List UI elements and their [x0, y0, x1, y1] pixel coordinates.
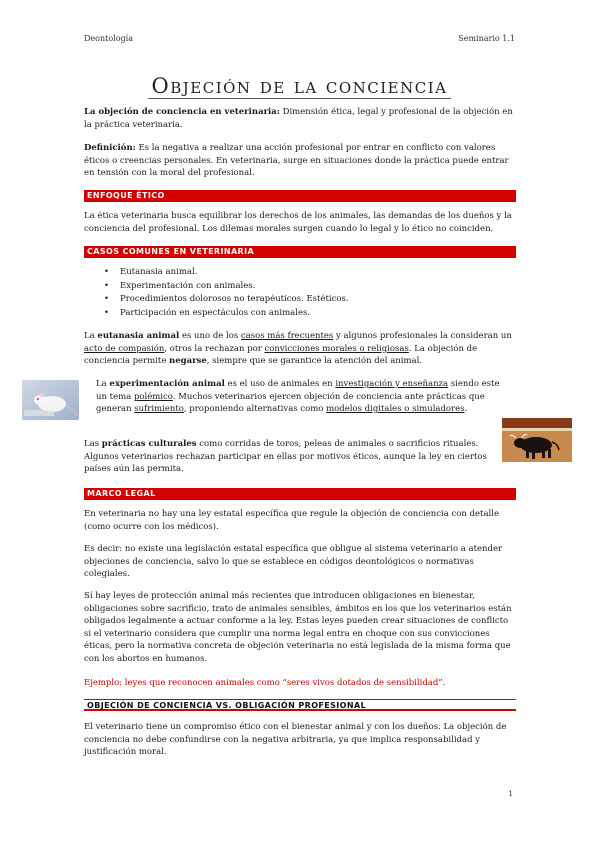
lab-rat-picture	[22, 380, 79, 420]
header-course: Deontología	[84, 34, 133, 43]
section-objecion-vs-obligacion: OBJECIÓN DE CONCIENCIA VS. OBLIGACIÓN PROFESIONAL	[84, 699, 516, 711]
page-number: 1	[508, 790, 513, 798]
eutanasia-paragraph: La eutanasia animal es uno de los casos más frecuentes y algunos profesionales la consideran un acto de compasión, otros la rechazan por convicciones morales o religiosas. La objeción de conciencia permite negarse, siempre que se garantice la atención del animal.	[84, 331, 512, 366]
list-item: • Experimentación con animales.	[104, 280, 349, 294]
legal-paragraph-3: Sí hay leyes de protección animal más recientes que introducen obligaciones en bienestar, obligaciones sobre sacrificio, trato de animales sensibles, ámbitos en los que los veterinarios están obligados legalmente a actuar conforme a la ley. Estas leyes pueden crear situaciones de conflicto si el veterinario considera que cumplir una norma legal entra en choque con sus convicciones éticas, pero la normativa concreta de objeción veterinaria no está legislada de la misma forma que con los abortos en humanos.	[84, 591, 512, 664]
section-enfoque-etico: ENFOQUE ÉTICO	[84, 190, 516, 202]
experimentacion-paragraph: La experimentación animal es el uso de animales en investigación y enseñanza siendo este un tema polémico. Muchos veterinarios ejercen objeción de conciencia ante prácticas que generan sufrimiento, proponiendo alternativas como modelos digitales o simuladores.	[96, 379, 500, 414]
list-item: • Procedimientos dolorosos no terapéuticos. Estéticos.	[104, 293, 349, 307]
objecion-paragraph: El veterinario tiene un compromiso ético con el bienestar animal y con los dueños. La objeción de conciencia no debe confundirse con la negativa arbitraria, ya que implica responsabilidad y justificación moral.	[84, 722, 507, 757]
casos-list	[104, 266, 349, 320]
legal-example: Ejemplo: leyes que reconocen animales como “seres vivos dotados de sensibilidad”.	[84, 678, 446, 688]
lab-rat-image	[22, 380, 79, 420]
section-marco-legal: MARCO LEGAL	[84, 488, 516, 500]
section-casos-comunes: CASOS COMUNES EN VETERINARIA	[84, 246, 516, 258]
list-item: • Eutanasia animal.	[104, 266, 349, 280]
intro-paragraph: La objeción de conciencia en veterinaria: Dimensión ética, legal y profesional de la objeción en la práctica veterinaria.	[84, 107, 513, 130]
bullfight-image	[502, 418, 572, 462]
legal-paragraph-1: En veterinaria no hay una ley estatal específica que regule la objeción de conciencia con detalle (como ocurre con los médicos).	[84, 509, 499, 532]
page-title: Objeción de la conciencia	[0, 74, 599, 98]
definition-paragraph: Definición: Es la negativa a realizar una acción profesional por entrar en conflicto con valores éticos o creencias personales. En veterinaria, surge en situaciones donde la práctica puede entrar en tensión con la moral del profesional.	[84, 143, 509, 178]
etico-paragraph: La ética veterinaria busca equilibrar los derechos de los animales, las demandas de los dueños y la conciencia del profesional. Los dilemas morales surgen cuando lo legal y lo ético no coinciden.	[84, 211, 512, 234]
bull-picture	[502, 418, 572, 462]
culturales-paragraph: Las prácticas culturales como corridas de toros, peleas de animales o sacrificios rituales. Algunos veterinarios rechazan participar en ellas por motivos éticos, aunque la ley en ciertos países aún las permita.	[84, 439, 487, 474]
header-seminar: Seminario 1.1	[458, 34, 515, 43]
list-item: • Participación en espectáculos con animales.	[104, 307, 349, 321]
legal-paragraph-2: Es decir: no existe una legislación estatal específica que obligue al sistema veterinario a atender objeciones de conciencia, salvo lo que se establece en códigos deontológicos o normativas colegiales.	[84, 544, 503, 579]
